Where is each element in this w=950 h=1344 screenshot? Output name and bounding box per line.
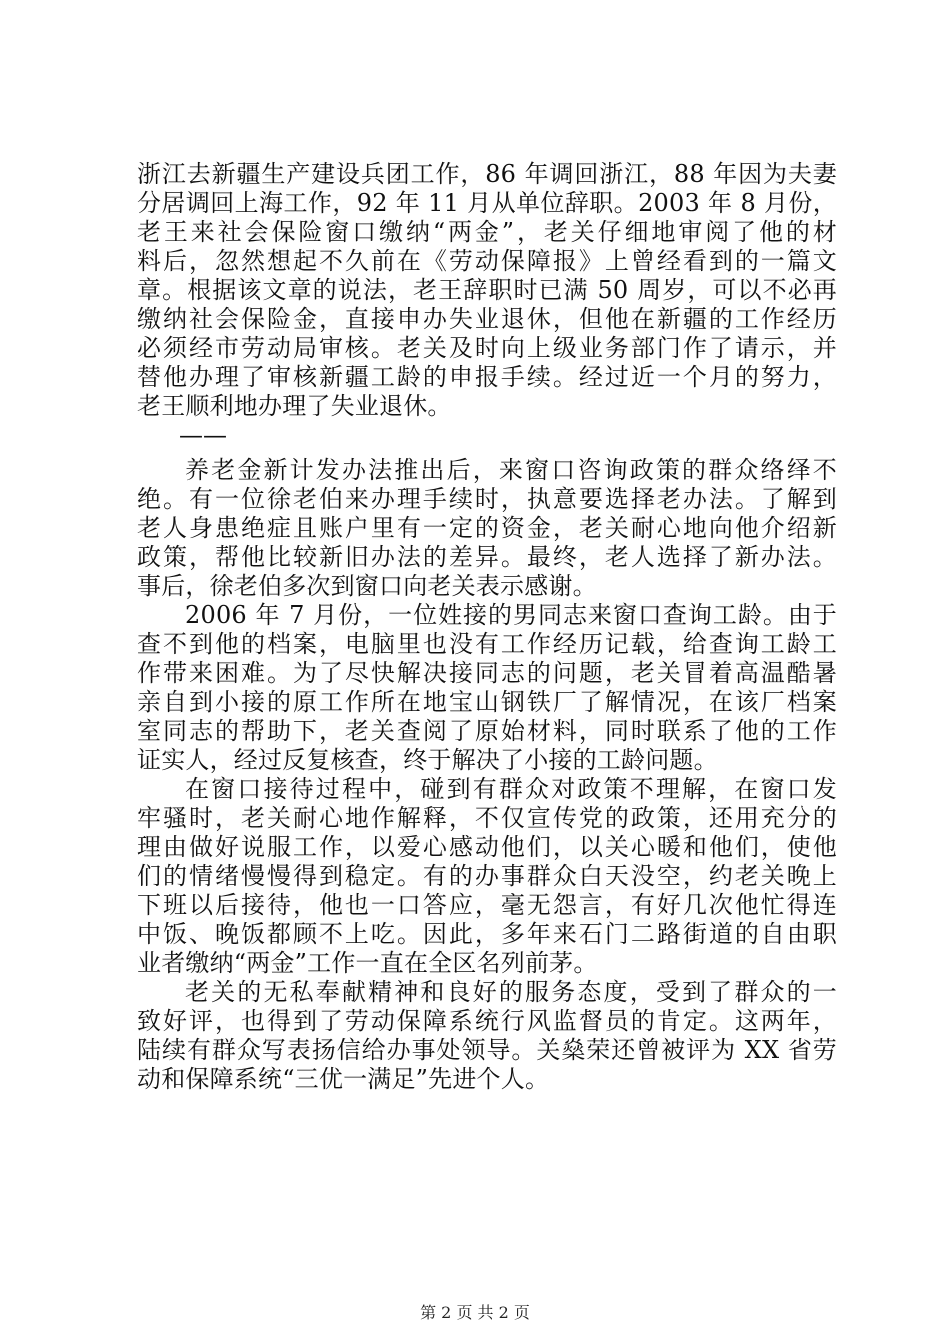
paragraph-5	[137, 978, 837, 1094]
text-line: 陆续有群众写表扬信给办事处领导。关燊荣还曾被评为 XX 省劳	[137, 1036, 837, 1064]
text-line: 缴纳社会保险金，直接申办失业退休，但他在新疆的工作经历	[137, 305, 837, 333]
text-line: 牢骚时，老关耐心地作解释，不仅宣传党的政策，还用充分的	[137, 804, 837, 832]
text-line: 室同志的帮助下，老关查阅了原始材料，同时联系了他的工作	[137, 717, 837, 745]
text-line: 老人身患绝症且账户里有一定的资金，老关耐心地向他介绍新	[137, 514, 837, 542]
text-line: 们的情绪慢慢得到稳定。有的办事群众白天没空，约老关晚上	[137, 862, 837, 890]
text-line: 作带来困难。为了尽快解决接同志的问题，老关冒着高温酷暑	[137, 659, 837, 687]
text-line: 章。根据该文章的说法，老王辞职时已满 50 周岁，可以不必再	[137, 276, 837, 304]
text-line: 替他办理了审核新疆工龄的申报手续。经过近一个月的努力，	[137, 363, 837, 391]
text-line: 2006 年 7 月份，一位姓接的男同志来窗口查询工龄。由于	[185, 601, 837, 629]
text-line: 老王顺利地办理了失业退休。	[137, 392, 452, 420]
text-line: 养老金新计发办法推出后，来窗口咨询政策的群众络绎不	[185, 456, 837, 484]
text-line: 老王来社会保险窗口缴纳“两金”，老关仔细地审阅了他的材	[137, 218, 837, 246]
text-line: 政策，帮他比较新旧办法的差异。最终，老人选择了新办法。	[137, 543, 837, 571]
text-line: 查不到他的档案，电脑里也没有工作经历记载，给查询工龄工	[137, 630, 837, 658]
text-line: 在窗口接待过程中，碰到有群众对政策不理解，在窗口发	[185, 775, 837, 803]
text-line: 分居调回上海工作，92 年 11 月从单位辞职。2003 年 8 月份，	[137, 189, 837, 217]
text-line: 浙江去新疆生产建设兵团工作，86 年调回浙江，88 年因为夫妻	[137, 160, 837, 188]
text-line: 中饭、晚饭都顾不上吃。因此，多年来石门二路街道的自由职	[137, 920, 837, 948]
text-line: 料后，忽然想起不久前在《劳动保障报》上曾经看到的一篇文	[137, 247, 837, 275]
document-body	[137, 160, 837, 1094]
text-line: 证实人，经过反复核查，终于解决了小接的工龄问题。	[137, 746, 718, 774]
paragraph-1	[137, 160, 837, 421]
text-line: 事后，徐老伯多次到窗口向老关表示感谢。	[137, 572, 597, 600]
text-line: 理由做好说服工作，以爱心感动他们，以关心暖和他们，使他	[137, 833, 837, 861]
text-line: 亲自到小接的原工作所在地宝山钢铁厂了解情况，在该厂档案	[137, 688, 837, 716]
text-line: 下班以后接待，他也一口答应，毫无怨言，有好几次他忙得连	[137, 891, 837, 919]
text-line: 必须经市劳动局审核。老关及时向上级业务部门作了请示，并	[137, 334, 837, 362]
text-line: 致好评，也得到了劳动保障系统行风监督员的肯定。这两年，	[137, 1007, 837, 1035]
text-line: 业者缴纳“两金”工作一直在全区名列前茅。	[137, 949, 598, 977]
text-line: 动和保障系统“三优一满足”先进个人。	[137, 1065, 550, 1093]
text-line: 绝。有一位徐老伯来办理手续时，执意要选择老办法。了解到	[137, 485, 837, 513]
paragraph-2	[137, 456, 837, 601]
paragraph-4	[137, 775, 837, 978]
section-dash: ——	[179, 421, 227, 449]
paragraph-3	[137, 601, 837, 775]
text-line: 老关的无私奉献精神和良好的服务态度，受到了群众的一	[185, 978, 837, 1006]
page-number-footer: 第 2 页 共 2 页	[420, 1303, 530, 1322]
